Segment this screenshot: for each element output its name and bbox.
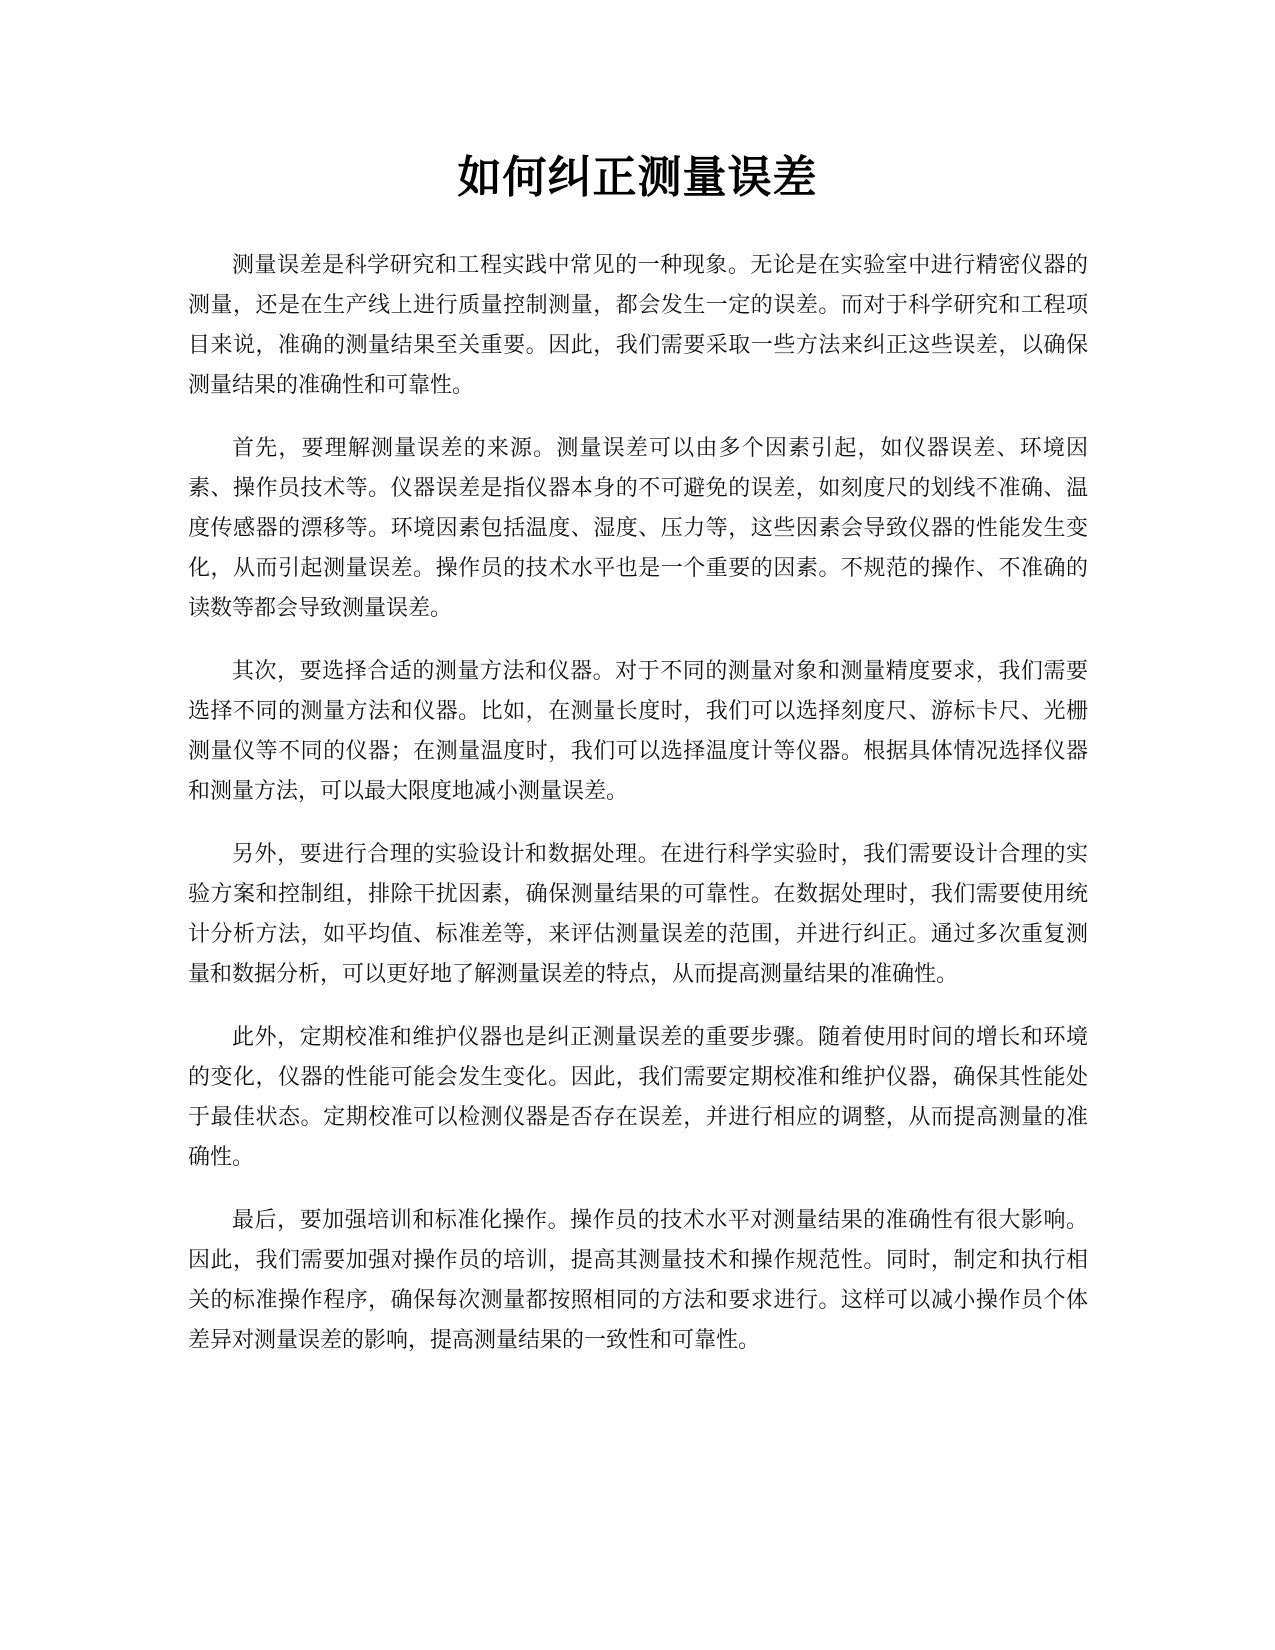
paragraph-4: 另外，要进行合理的实验设计和数据处理。在进行科学实验时，我们需要设计合理的实验方案和控制组，排除干扰因素，确保测量结果的可靠性。在数据处理时，我们需要使用统计分析方法，如平均值、标准差等，来评估测量误差的范围，并进行纠正。通过多次重复测量和数据分析，可以更好地了解测量误差的特点，从而提高测量结果的准确性。 xyxy=(188,842,1088,987)
paragraph-5: 此外，定期校准和维护仪器也是纠正测量误差的重要步骤。随着使用时间的增长和环境的变化，仪器的性能可能会发生变化。因此，我们需要定期校准和维护仪器，确保其性能处于最佳状态。定期校准可以检测仪器是否存在误差，并进行相应的调整，从而提高测量的准确性。 xyxy=(188,1025,1088,1170)
paragraph-1: 测量误差是科学研究和工程实践中常见的一种现象。无论是在实验室中进行精密仪器的测量，还是在生产线上进行质量控制测量，都会发生一定的误差。而对于科学研究和工程项目来说，准确的测量结果至关重要。因此，我们需要采取一些方法来纠正这些误差，以确保测量结果的准确性和可靠性。 xyxy=(188,253,1088,398)
document-body xyxy=(188,246,1088,1384)
paragraph-3: 其次，要选择合适的测量方法和仪器。对于不同的测量对象和测量精度要求，我们需要选择不同的测量方法和仪器。比如，在测量长度时，我们可以选择刻度尺、游标卡尺、光栅测量仪等不同的仪器；在测量温度时，我们可以选择温度计等仪器。根据具体情况选择仪器和测量方法，可以最大限度地减小测量误差。 xyxy=(188,659,1088,804)
document-title: 如何纠正测量误差 xyxy=(457,152,818,203)
paragraph-6: 最后，要加强培训和标准化操作。操作员的技术水平对测量结果的准确性有很大影响。因此，我们需要加强对操作员的培训，提高其测量技术和操作规范性。同时，制定和执行相关的标准操作程序，确保每次测量都按照相同的方法和要求进行。这样可以减小操作员个体差异对测量误差的影响，提高测量结果的一致性和可靠性。 xyxy=(188,1208,1088,1353)
paragraph-2: 首先，要理解测量误差的来源。测量误差可以由多个因素引起，如仪器误差、环境因素、操作员技术等。仪器误差是指仪器本身的不可避免的误差，如刻度尺的划线不准确、温度传感器的漂移等。环境因素包括温度、湿度、压力等，这些因素会导致仪器的性能发生变化，从而引起测量误差。操作员的技术水平也是一个重要的因素。不规范的操作、不准确的读数等都会导致测量误差。 xyxy=(188,436,1088,621)
